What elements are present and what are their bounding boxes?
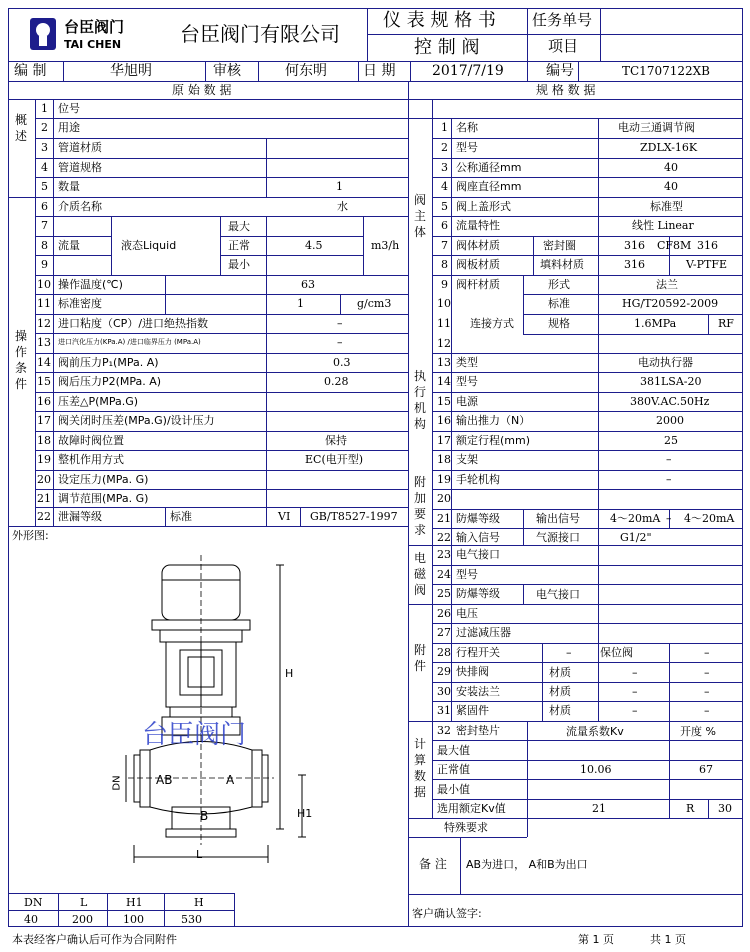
footer-page: 第 1 页	[578, 933, 614, 946]
right-row-no: 20	[437, 492, 451, 505]
right-row-no: 2	[441, 141, 448, 154]
right-section-title: 规 格 数 据	[536, 83, 596, 97]
conn-form-label: 形式	[548, 278, 570, 291]
group-actuator: 执行机构	[413, 369, 426, 431]
left-row-value: –	[337, 336, 343, 349]
right-row-no: 19	[437, 473, 451, 486]
sign-label: 客户确认签字:	[412, 907, 482, 920]
calc-max: 最大值	[437, 744, 470, 757]
left-row-label: 介质名称	[58, 200, 102, 213]
dims-v-h: 530	[181, 913, 202, 926]
right-row-value: 25	[664, 434, 678, 447]
right-row-label: 型号	[456, 375, 478, 388]
left-row-label: 管道规格	[58, 161, 102, 174]
flow-medium: 液态Liquid	[121, 239, 177, 252]
pack-label: 填料材质	[540, 258, 584, 271]
right-row-label: 输出推力（N）	[456, 414, 531, 427]
right-row-no: 22	[437, 531, 451, 544]
left-row-no: 14	[37, 356, 51, 369]
editor-value: 华旭明	[110, 63, 152, 79]
left-row-label: 数量	[58, 180, 80, 193]
acc-29-b: 保位阀	[600, 646, 633, 659]
date-value: 2017/7/19	[432, 63, 504, 79]
left-row-value: 63	[301, 278, 315, 291]
right-row-label: 防爆等级	[456, 587, 500, 600]
right-row-label: 安装法兰	[456, 685, 500, 698]
right-row-label: 流量特性	[456, 219, 500, 232]
right-row-no: 6	[441, 219, 448, 232]
company-name: 台臣阀门有限公司	[180, 22, 340, 46]
right-row-value: 线性 Linear	[632, 219, 694, 232]
calc-rated: 选用额定Kv值	[437, 802, 506, 815]
right-row-no: 31	[437, 704, 451, 717]
pack-b: V-PTFE	[686, 258, 728, 271]
conn-form: 法兰	[656, 278, 678, 291]
right-row-value: 40	[664, 161, 678, 174]
right-row-no: 23	[437, 548, 451, 561]
left-section-title: 原 始 数 据	[172, 83, 232, 97]
left-row-no: 13	[37, 336, 51, 349]
footer-total: 共 1 页	[650, 933, 686, 946]
flow-normal: 正常	[228, 239, 250, 252]
logo-cn: 台臣阀门	[64, 18, 125, 36]
acc-29-c: –	[704, 646, 710, 659]
left-row-value: 0.3	[333, 356, 351, 369]
air-port-label: 气源接口	[536, 531, 580, 544]
right-row-value: –	[666, 453, 672, 466]
flow-normal-value: 4.5	[305, 239, 323, 252]
right-row-value: CF8M	[657, 239, 692, 252]
dim-l-label: L	[196, 848, 203, 861]
right-row-label: 名称	[456, 121, 478, 134]
right-row-label: 电压	[456, 607, 478, 620]
left-row-value: 保持	[325, 434, 347, 447]
right-row-no: 14	[437, 375, 451, 388]
leak-std-label: 标准	[170, 510, 192, 523]
pack-a: 316	[624, 258, 645, 271]
dims-h-l: L	[80, 896, 88, 909]
acc-31-b: –	[632, 685, 638, 698]
doc-subtitle: 控 制 阀	[414, 37, 480, 58]
right-row-no: 1	[441, 121, 448, 134]
left-row-no: 16	[37, 395, 51, 408]
remark-text: AB为进口， A和B为出口	[466, 858, 588, 871]
acc-30-c: –	[704, 666, 710, 679]
left-row-no: 4	[41, 161, 48, 174]
date-label: 日 期	[363, 63, 396, 79]
right-row-label: 防爆等级	[456, 512, 500, 525]
acc-30-b: –	[632, 666, 638, 679]
right-row-no: 11	[437, 317, 451, 330]
density-unit: g/cm3	[357, 297, 392, 310]
right-row-label: 紧固件	[456, 704, 489, 717]
left-row-no: 1	[41, 102, 48, 115]
right-row-no: 30	[437, 685, 451, 698]
left-row-no: 8	[41, 239, 48, 252]
task-no-label: 任务单号	[532, 11, 593, 29]
dims-v-l: 200	[72, 913, 93, 926]
dims-h-h: H	[194, 896, 204, 909]
reviewer-label: 审核	[213, 63, 241, 79]
group-calc: 计算数据	[413, 737, 426, 799]
dim-h-label: H	[285, 667, 294, 680]
acc-31-mat: 材质	[549, 685, 571, 698]
signal-out-value: 4～20mA	[684, 512, 735, 525]
right-row-label: 密封垫片	[456, 724, 500, 737]
right-row-no: 9	[441, 278, 448, 291]
left-row-no: 6	[41, 200, 48, 213]
right-row-value: ZDLX-16K	[640, 141, 698, 154]
group-extra: 附加要求	[413, 475, 426, 537]
left-row-no: 15	[37, 375, 51, 388]
right-row-label: 连接方式	[470, 317, 514, 330]
seal-a: 316	[624, 239, 645, 252]
right-row-label: 型号	[456, 568, 478, 581]
right-row-no: 18	[437, 453, 451, 466]
company-logo	[28, 14, 148, 54]
open-label: 开度 %	[680, 725, 716, 738]
left-row-label: 阀关闭时压差(MPa.G)/设计压力	[58, 414, 215, 427]
signal-in-value: 4～20mA	[610, 512, 661, 525]
item-label: 项目	[548, 37, 579, 55]
right-row-label: 手轮机构	[456, 473, 500, 486]
right-row-label: 阀体材质	[456, 239, 500, 252]
right-row-label: 型号	[456, 141, 478, 154]
conn-std: HG/T20592-2009	[622, 297, 719, 310]
right-row-label: 类型	[456, 356, 478, 369]
logo-en: TAI CHEN	[64, 38, 122, 51]
number-value: TC1707122XB	[622, 64, 710, 78]
left-row-label: 管道材质	[58, 141, 102, 154]
left-row-no: 21	[37, 492, 51, 505]
right-row-no: 13	[437, 356, 451, 369]
left-row-label: 调节范围(MPa. G)	[58, 492, 149, 505]
left-row-no: 9	[41, 258, 48, 271]
right-row-no: 24	[437, 568, 451, 581]
calc-min: 最小值	[437, 783, 470, 796]
acc-31-c: –	[704, 685, 710, 698]
right-row-label: 行程开关	[456, 646, 500, 659]
right-row-no: 21	[437, 512, 451, 525]
left-row-label: 故障时阀位置	[58, 434, 124, 447]
conn-std-label: 标准	[548, 297, 570, 310]
port-ab-label: AB	[156, 773, 173, 787]
right-row-label: 快排阀	[456, 665, 489, 678]
left-row-label: 压差△P(MPa.G)	[58, 395, 139, 408]
left-row-label: 整机作用方式	[58, 453, 124, 466]
r-value: 30	[718, 802, 732, 815]
left-row-no: 10	[37, 278, 51, 291]
left-row-label: 标准密度	[58, 297, 102, 310]
doc-title: 仪 表 规 格 书	[383, 10, 496, 31]
right-row-value: 380V.AC.50Hz	[630, 395, 710, 408]
right-row-label: 阀上盖形式	[456, 200, 511, 213]
right-row-value: 标准型	[650, 200, 683, 213]
left-row-no: 5	[41, 180, 48, 193]
remark-label: 备 注	[419, 857, 447, 871]
left-row-no: 7	[41, 219, 48, 232]
flow-max: 最大	[228, 220, 250, 233]
number-label: 编号	[546, 63, 574, 79]
signal-out-label: 输出信号	[536, 512, 580, 525]
dims-v-h1: 100	[123, 913, 144, 926]
seal-b: 316	[697, 239, 718, 252]
acc-32-mat: 材质	[549, 704, 571, 717]
right-row-no: 32	[437, 724, 451, 737]
right-row-no: 27	[437, 626, 451, 639]
normal-kv-value: 10.06	[580, 763, 612, 776]
left-row-label: 进口汽化压力(KPa.A) /进口临界压力 (MPa.A)	[58, 338, 201, 346]
left-row-no: 20	[37, 473, 51, 486]
right-row-no: 17	[437, 434, 451, 447]
left-row-label: 流量	[58, 239, 80, 252]
right-row-no: 28	[437, 646, 451, 659]
right-row-label: 支架	[456, 453, 478, 466]
right-row-value: –	[666, 512, 672, 525]
right-row-value: 电动执行器	[638, 356, 693, 369]
dim-dn-label: DN	[111, 775, 123, 791]
right-row-no: 5	[441, 200, 448, 213]
flow-min: 最小	[228, 258, 250, 271]
left-row-no: 2	[41, 121, 48, 134]
port-a-label: A	[226, 773, 235, 787]
right-row-label: 公称通径mm	[456, 161, 522, 174]
left-row-no: 12	[37, 317, 51, 330]
left-row-value: 1	[297, 297, 304, 310]
drawing-label: 外形图:	[12, 529, 49, 542]
right-row-no: 12	[437, 337, 451, 350]
left-row-label: 阀后压力P2(MPa. A)	[58, 375, 162, 388]
right-row-no: 26	[437, 607, 451, 620]
left-row-value: 水	[337, 200, 348, 213]
group-body: 阀主体	[413, 193, 426, 239]
right-row-no: 7	[441, 239, 448, 252]
dims-h-dn: DN	[24, 896, 43, 909]
left-row-value: –	[337, 317, 343, 330]
dims-v-dn: 40	[24, 913, 38, 926]
group-solenoid: 电磁阀	[413, 551, 426, 597]
left-row-no: 17	[37, 414, 51, 427]
left-row-value: 1	[336, 180, 343, 193]
left-row-label: 操作温度(℃)	[58, 278, 123, 291]
special-label: 特殊要求	[444, 821, 488, 834]
conn-spec-label: 规格	[548, 317, 570, 330]
conn-spec: 1.6MPa	[634, 317, 677, 330]
acc-32-c: –	[704, 704, 710, 717]
right-row-value: 40	[664, 180, 678, 193]
left-row-no: 11	[37, 297, 51, 310]
acc-32-b: –	[632, 704, 638, 717]
solenoid-elec-label: 电气接口	[536, 588, 580, 601]
port-b-label: B	[200, 809, 209, 823]
acc-30-mat: 材质	[549, 666, 571, 679]
reviewer-value: 何东明	[285, 63, 327, 79]
right-row-label: 输入信号	[456, 531, 500, 544]
right-row-label: 阀杆材质	[456, 278, 500, 291]
right-row-label: 额定行程(mm)	[456, 434, 531, 447]
left-row-label: 设定压力(MPa. G)	[58, 473, 149, 486]
group-accessory: 附件	[413, 643, 426, 673]
right-row-value: 381LSA-20	[640, 375, 702, 388]
right-row-label: 电源	[456, 395, 478, 408]
group-operating: 操作条件	[14, 329, 27, 391]
normal-open-value: 67	[699, 763, 713, 776]
r-label: R	[686, 802, 695, 815]
air-port-value: G1/2"	[620, 531, 652, 544]
leak-std: GB/T8527-1997	[310, 510, 398, 523]
left-row-value: EC(电开型)	[305, 453, 364, 466]
seal-label: 密封圈	[543, 239, 576, 252]
right-row-value: 2000	[656, 414, 684, 427]
right-row-no: 3	[441, 161, 448, 174]
left-row-label: 位号	[58, 102, 80, 115]
left-row-no: 22	[37, 510, 51, 523]
drawing-watermark: 台臣阀门	[142, 720, 247, 750]
right-row-no: 29	[437, 665, 451, 678]
left-row-no: 19	[37, 453, 51, 466]
right-row-label: 阀板材质	[456, 258, 500, 271]
right-row-no: 25	[437, 587, 451, 600]
rated-kv-value: 21	[592, 802, 606, 815]
dim-h1-label: H1	[297, 807, 313, 820]
right-row-value: 电动三通调节阀	[618, 121, 695, 134]
right-row-no: 8	[441, 258, 448, 271]
valve-drawing	[100, 545, 400, 875]
flow-unit: m3/h	[371, 239, 400, 252]
acc-29-a: –	[566, 646, 572, 659]
right-row-no: 15	[437, 395, 451, 408]
conn-face: RF	[718, 317, 734, 330]
left-row-label: 阀前压力P₁(MPa. A)	[58, 356, 159, 369]
right-row-value: –	[666, 473, 672, 486]
left-row-no: 18	[37, 434, 51, 447]
footer-note: 本表经客户确认后可作为合同附件	[12, 933, 177, 946]
left-row-label: 进口粘度（CP）/进口绝热指数	[58, 317, 209, 330]
left-row-label: 泄漏等级	[58, 510, 102, 523]
kv-label: 流量系数Kv	[566, 725, 624, 738]
calc-normal: 正常值	[437, 763, 470, 776]
right-row-no: 4	[441, 180, 448, 193]
right-row-label: 阀座直径mm	[456, 180, 522, 193]
right-row-no: 16	[437, 414, 451, 427]
left-row-no: 3	[41, 141, 48, 154]
right-row-no: 10	[437, 297, 451, 310]
group-overview: 概述	[14, 113, 27, 143]
right-row-label: 过滤减压器	[456, 626, 511, 639]
left-row-value: 0.28	[324, 375, 349, 388]
editor-label: 编 制	[14, 63, 47, 79]
leak-grade: VI	[278, 510, 291, 523]
dims-h-h1: H1	[126, 896, 143, 909]
right-row-label: 电气接口	[456, 548, 500, 561]
left-row-label: 用途	[58, 121, 80, 134]
